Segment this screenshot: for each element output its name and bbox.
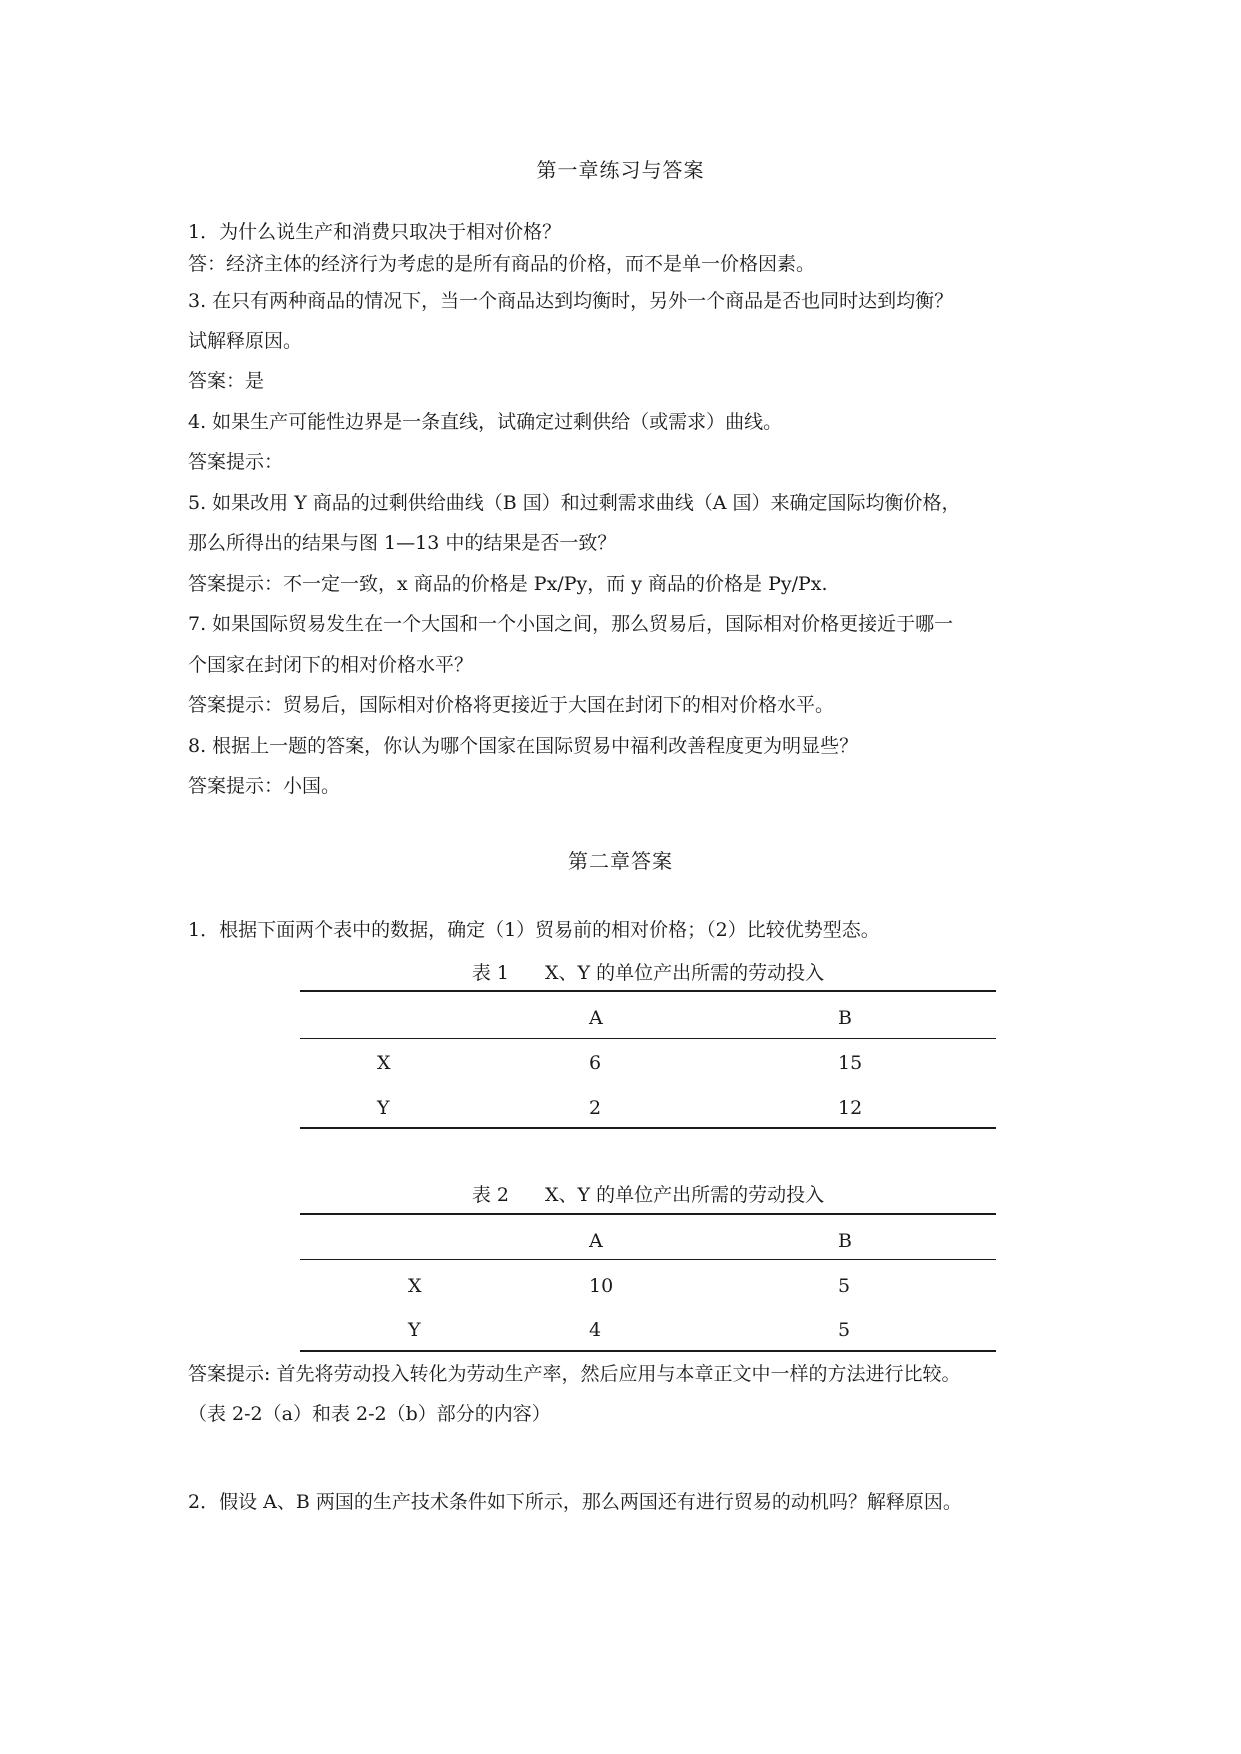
ch1-line-1: 1．为什么说生产和消费只取决于相对价格？ [188, 221, 562, 243]
table1-label: 表 1 [471, 962, 509, 984]
table2-header-a: A [589, 1230, 603, 1252]
table2-bottom-rule [300, 1350, 996, 1352]
ch2-hint-line-1: 答案提示: 首先将劳动投入转化为劳动生产率，然后应用与本章正文中一样的方法进行比较。 [188, 1363, 961, 1385]
table2-caption [300, 1180, 996, 1207]
table1-top-rule [300, 990, 996, 992]
table1-bottom-rule [300, 1127, 996, 1129]
table1-title: X、Y 的单位产出所需的劳动投入 [545, 962, 825, 984]
chapter1-title: 第一章练习与答案 [536, 158, 705, 182]
table2-top-rule [300, 1213, 996, 1215]
ch1-line-3: 3. 在只有两种商品的情况下，当一个商品达到均衡时，另外一个商品是否也同时达到均衡？ [188, 290, 954, 312]
ch1-line-7: 答案提示： [188, 451, 284, 473]
ch1-line-15: 答案提示：小国。 [188, 775, 341, 797]
chapter2-title: 第二章答案 [568, 849, 673, 873]
table2-label: 表 2 [471, 1184, 509, 1206]
table1-row-y-label: Y [377, 1097, 390, 1119]
table1-row-x-label: X [377, 1052, 391, 1074]
table2-row-x-a: 10 [589, 1275, 614, 1297]
ch1-line-14: 8. 根据上一题的答案，你认为哪个国家在国际贸易中福利改善程度更为明显些？ [188, 735, 859, 757]
table2-header-b: B [838, 1230, 852, 1252]
ch1-line-10: 答案提示：不一定一致，x 商品的价格是 Px/Py，而 y 商品的价格是 Py/Px. [188, 573, 828, 595]
table1-row-x-a: 6 [589, 1052, 602, 1074]
ch1-line-13: 答案提示：贸易后，国际相对价格将更接近于大国在封闭下的相对价格水平。 [188, 694, 835, 716]
table2-row-y-a: 4 [589, 1319, 602, 1341]
table1-header-rule [300, 1038, 996, 1039]
ch1-line-2: 答：经济主体的经济行为考虑的是所有商品的价格，而不是单一价格因素。 [188, 253, 816, 275]
table2-header-rule [300, 1259, 996, 1260]
ch1-line-12: 个国家在封闭下的相对价格水平？ [188, 654, 474, 676]
ch1-line-4: 试解释原因。 [188, 330, 303, 352]
ch1-line-5: 答案：是 [188, 370, 265, 392]
table2-row-x-label: X [408, 1275, 422, 1297]
table1-row-y-b: 12 [838, 1097, 863, 1119]
ch1-line-6: 4. 如果生产可能性边界是一条直线，试确定过剩供给（或需求）曲线。 [188, 411, 783, 433]
table1-caption [300, 958, 996, 985]
ch1-line-8: 5. 如果改用 Y 商品的过剩供给曲线（B 国）和过剩需求曲线（A 国）来确定国际均衡价格， [188, 492, 961, 514]
table1-row-y-a: 2 [589, 1097, 602, 1119]
table1-row-x-b: 15 [838, 1052, 863, 1074]
table1-header-a: A [589, 1007, 603, 1029]
ch2-question-2: 2．假设 A、B 两国的生产技术条件如下所示，那么两国还有进行贸易的动机吗？解释原因。 [188, 1491, 962, 1513]
ch2-hint-line-2: （表 2-2（a）和表 2-2（b）部分的内容） [188, 1403, 551, 1425]
table2-title: X、Y 的单位产出所需的劳动投入 [545, 1184, 825, 1206]
table1-header-b: B [838, 1007, 852, 1029]
table2-row-y-b: 5 [838, 1319, 851, 1341]
ch2-question-1: 1．根据下面两个表中的数据，确定（1）贸易前的相对价格；（2）比较优势型态。 [188, 919, 880, 941]
ch1-line-9: 那么所得出的结果与图 1—13 中的结果是否一致？ [188, 532, 617, 554]
table2-row-x-b: 5 [838, 1275, 851, 1297]
table2-row-y-label: Y [408, 1319, 421, 1341]
ch1-line-11: 7. 如果国际贸易发生在一个大国和一个小国之间，那么贸易后，国际相对价格更接近于哪一 [188, 613, 954, 635]
